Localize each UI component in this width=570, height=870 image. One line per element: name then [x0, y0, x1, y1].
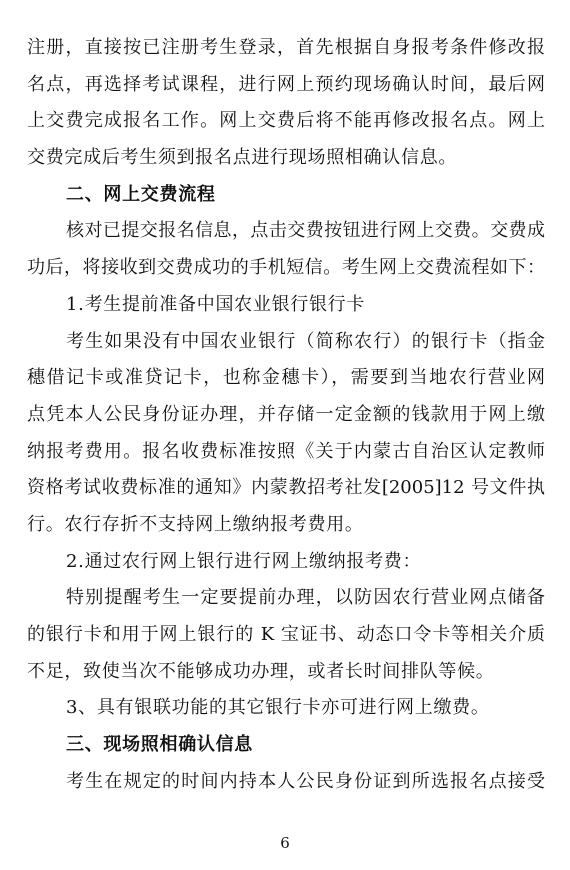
paragraph-line: 名点，再选择考试课程，进行网上预约现场确认时间，最后网	[27, 73, 545, 95]
section-online-payment	[27, 177, 545, 727]
section-heading: 二、网上交费流程	[66, 183, 216, 205]
step-3	[27, 690, 545, 727]
step-title: 2.通过农行网上银行进行网上缴纳报考费：	[66, 550, 422, 572]
paragraph-line: 交费完成后考生须到报名点进行现场照相确认信息。	[27, 147, 458, 169]
paragraph-line: 考生在规定的时间内持本人公民身份证到所选报名点接受	[66, 770, 545, 792]
paragraph-line: 纳报考费用。报名收费标准按照《关于内蒙古自治区认定教师	[27, 440, 545, 462]
step-title: 1.考生提前准备中国农业银行银行卡	[66, 293, 366, 315]
section-photo-confirmation	[27, 727, 545, 800]
paragraph-line: 资格考试收费标准的通知》内蒙教招考社发[2005]12 号文件执	[27, 477, 545, 499]
paragraph-line: 点凭本人公民身份证办理，并存储一定金额的钱款用于网上缴	[27, 403, 545, 425]
paragraph-line: 特别提醒考生一定要提前办理，以防因农行营业网点储备	[66, 587, 545, 609]
paragraph-line: 考生如果没有中国农业银行（简称农行）的银行卡（指金	[66, 330, 545, 352]
step-1	[27, 287, 545, 544]
paragraph-line: 行。农行存折不支持网上缴纳报考费用。	[27, 513, 364, 535]
paragraph-line: 不足，致使当次不能够成功办理，或者长时间排队等候。	[27, 660, 495, 682]
paragraph-line: 注册，直接按已注册考生登录，首先根据自身报考条件修改报	[27, 37, 545, 58]
paragraph-line: 核对已提交报名信息，点击交费按钮进行网上交费。交费成	[66, 220, 545, 242]
page-number: 6	[280, 834, 290, 852]
paragraph-line: 功后，将接收到交费成功的手机短信。考生网上交费流程如下：	[27, 257, 545, 279]
paragraph-line: 上交费完成报名工作。网上交费后将不能再修改报名点。网上	[27, 110, 545, 132]
intro-paragraph	[27, 213, 545, 286]
step-title: 3、具有银联功能的其它银行卡亦可进行网上缴费。	[66, 697, 490, 719]
document-body	[27, 30, 545, 800]
paragraph-line: 的银行卡和用于网上银行的 K 宝证书、动态口令卡等相关介质	[27, 624, 545, 645]
paragraph-line: 穗借记卡或准贷记卡，也称金穗卡），需要到当地农行营业网	[27, 367, 545, 389]
continuation-paragraph	[27, 30, 545, 177]
step-2	[27, 544, 545, 691]
section-heading: 三、现场照相确认信息	[66, 734, 253, 756]
